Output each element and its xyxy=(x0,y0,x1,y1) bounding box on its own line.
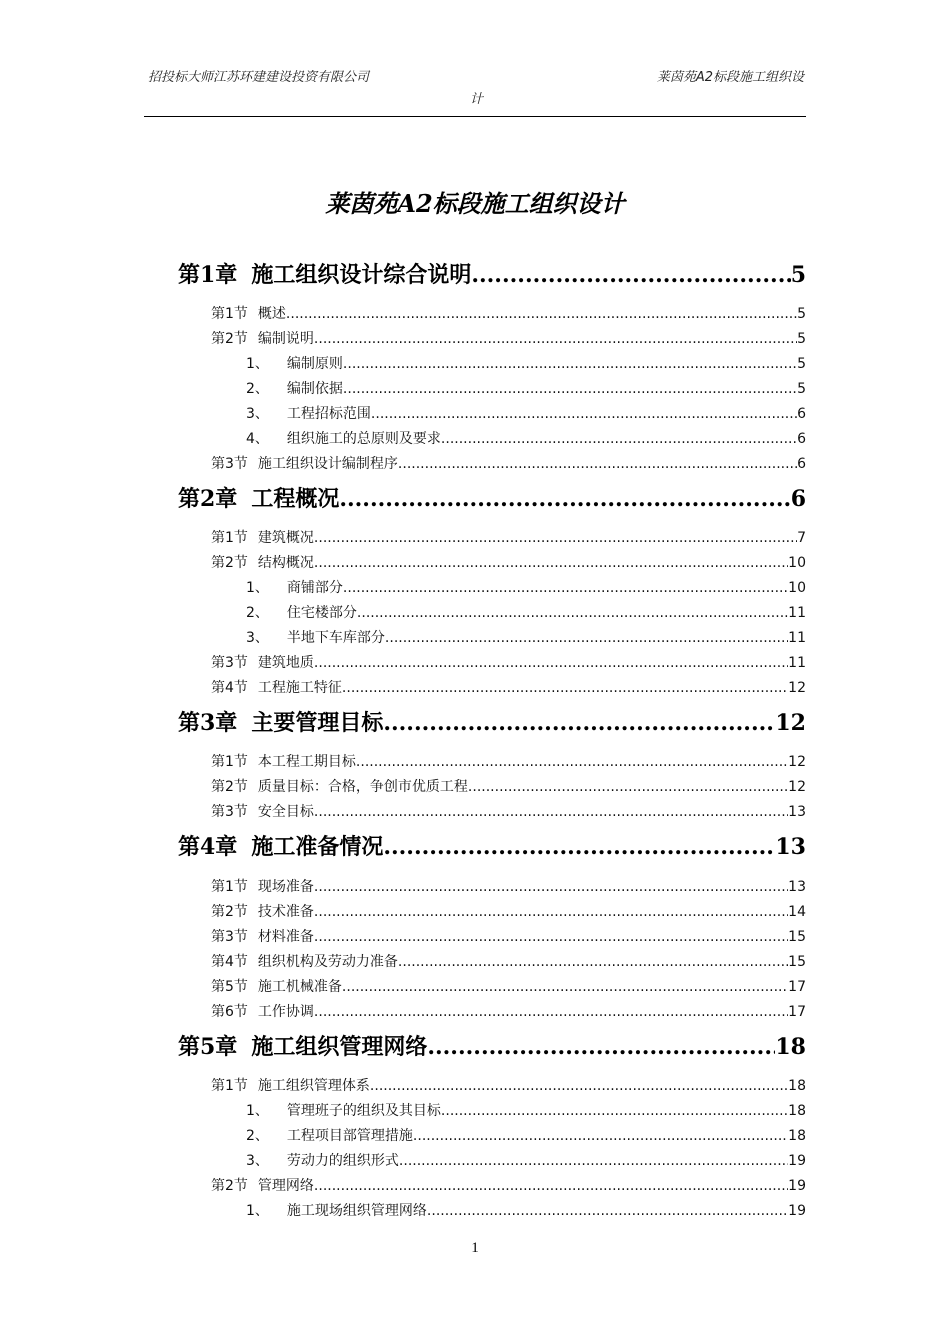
toc-entry-label: 工程概况 xyxy=(251,486,340,512)
header-rule xyxy=(144,116,806,117)
toc-entry-page-number: 19 xyxy=(788,1153,806,1169)
toc-entry-label: 建筑概况 xyxy=(257,530,314,546)
toc-entry-number: 第1节 xyxy=(211,879,248,895)
toc-entry-label: 住宅楼部分 xyxy=(286,605,357,621)
toc-section-entry[interactable] xyxy=(211,751,806,771)
toc-dot-leader xyxy=(314,879,788,895)
toc-sub-entry[interactable] xyxy=(246,1100,806,1120)
toc-entry-number: 第2章 xyxy=(178,486,238,512)
toc-sub-entry[interactable] xyxy=(246,602,806,622)
toc-entry-page-number: 15 xyxy=(788,954,806,970)
toc-dot-leader xyxy=(342,680,788,696)
toc-dot-leader xyxy=(371,406,797,422)
toc-dot-leader xyxy=(286,306,797,322)
toc-section-entry[interactable] xyxy=(211,552,806,572)
toc-entry-number: 第1节 xyxy=(211,530,248,546)
toc-entry-page-number: 13 xyxy=(775,834,806,860)
toc-dot-leader xyxy=(441,431,797,447)
page-header-right-wrap: 计 xyxy=(470,92,484,107)
toc-entry-number: 第6节 xyxy=(211,1004,248,1020)
toc-entry-number: 4、 xyxy=(246,431,269,447)
toc-entry-page-number: 11 xyxy=(788,630,806,646)
toc-entry-label: 主要管理目标 xyxy=(251,710,384,736)
toc-section-entry[interactable] xyxy=(211,677,806,697)
toc-entry-label: 工程项目部管理措施 xyxy=(286,1128,413,1144)
toc-entry-label: 工程招标范围 xyxy=(286,406,371,422)
toc-entry-page-number: 6 xyxy=(797,456,806,472)
toc-entry-number: 1、 xyxy=(246,1203,269,1219)
toc-entry-page-number: 19 xyxy=(788,1178,806,1194)
toc-dot-leader xyxy=(342,979,788,995)
toc-entry-page-number: 19 xyxy=(788,1203,806,1219)
toc-entry-label: 组织机构及劳动力准备 xyxy=(257,954,398,970)
toc-dot-leader xyxy=(427,1203,788,1219)
toc-entry-page-number: 13 xyxy=(788,879,806,895)
toc-section-entry[interactable] xyxy=(211,951,806,971)
toc-entry-number: 第2节 xyxy=(211,331,248,347)
toc-entry-label: 施工组织设计编制程序 xyxy=(257,456,398,472)
toc-dot-leader xyxy=(314,655,788,671)
toc-dot-leader xyxy=(383,834,775,860)
toc-entry-page-number: 12 xyxy=(788,779,806,795)
toc-entry-label: 编制说明 xyxy=(257,331,314,347)
toc-dot-leader xyxy=(413,1128,788,1144)
toc-section-entry[interactable] xyxy=(211,801,806,821)
toc-dot-leader xyxy=(314,1004,788,1020)
page-header-right: 莱茵苑A2标段施工组织设 xyxy=(656,70,804,85)
toc-sub-entry[interactable] xyxy=(246,378,806,398)
toc-dot-leader xyxy=(314,1178,788,1194)
toc-entry-label: 组织施工的总原则及要求 xyxy=(286,431,441,447)
toc-entry-label: 概述 xyxy=(257,306,286,322)
toc-entry-label: 建筑地质 xyxy=(257,655,314,671)
toc-entry-label: 施工组织设计综合说明 xyxy=(251,262,472,288)
toc-entry-page-number: 5 xyxy=(797,331,806,347)
toc-entry-page-number: 18 xyxy=(788,1128,806,1144)
toc-dot-leader xyxy=(385,630,788,646)
toc-section-entry[interactable] xyxy=(211,1001,806,1021)
toc-section-entry[interactable] xyxy=(211,926,806,946)
toc-sub-entry[interactable] xyxy=(246,353,806,373)
toc-entry-number: 1、 xyxy=(246,356,269,372)
toc-entry-page-number: 14 xyxy=(788,904,806,920)
toc-entry-number: 第1节 xyxy=(211,754,248,770)
toc-dot-leader xyxy=(370,1078,788,1094)
toc-section-entry[interactable] xyxy=(211,1175,806,1195)
toc-entry-label: 编制依据 xyxy=(286,381,343,397)
toc-dot-leader xyxy=(343,356,797,372)
toc-sub-entry[interactable] xyxy=(246,1150,806,1170)
toc-dot-leader xyxy=(398,456,797,472)
toc-entry-number: 第1节 xyxy=(211,306,248,322)
toc-section-entry[interactable] xyxy=(211,328,806,348)
toc-entry-label: 工程施工特征 xyxy=(257,680,342,696)
toc-entry-page-number: 6 xyxy=(797,431,806,447)
toc-entry-label: 劳动力的组织形式 xyxy=(286,1153,399,1169)
toc-entry-label: 施工组织管理网络 xyxy=(251,1034,428,1060)
toc-entry-number: 1、 xyxy=(246,580,269,596)
toc-entry-page-number: 17 xyxy=(788,1004,806,1020)
toc-entry-number: 第2节 xyxy=(211,555,248,571)
toc-chapter-entry[interactable] xyxy=(178,830,806,862)
toc-dot-leader xyxy=(357,605,788,621)
toc-chapter-entry[interactable] xyxy=(178,1030,806,1062)
toc-dot-leader xyxy=(468,779,788,795)
toc-entry-number: 1、 xyxy=(246,1103,269,1119)
toc-entry-page-number: 12 xyxy=(788,680,806,696)
toc-entry-number: 第3节 xyxy=(211,655,248,671)
toc-section-entry[interactable] xyxy=(211,976,806,996)
toc-entry-number: 第5节 xyxy=(211,979,248,995)
toc-entry-label: 技术准备 xyxy=(257,904,314,920)
toc-dot-leader xyxy=(356,754,788,770)
toc-dot-leader xyxy=(383,710,775,736)
toc-entry-number: 第1节 xyxy=(211,1078,248,1094)
footer-page-number: 1 xyxy=(471,1240,479,1256)
toc-dot-leader xyxy=(399,1153,788,1169)
toc-section-entry[interactable] xyxy=(211,1075,806,1095)
toc-entry-label: 结构概况 xyxy=(257,555,314,571)
toc-entry-label: 编制原则 xyxy=(286,356,343,372)
toc-section-entry[interactable] xyxy=(211,901,806,921)
toc-entry-number: 第3节 xyxy=(211,456,248,472)
toc-entry-page-number: 13 xyxy=(788,804,806,820)
toc-entry-label: 质量目标：合格，争创市优质工程 xyxy=(257,779,468,795)
document-title: 莱茵苑A2标段施工组织设计 xyxy=(325,189,625,218)
toc-entry-number: 3、 xyxy=(246,406,269,422)
toc-entry-page-number: 11 xyxy=(788,655,806,671)
toc-entry-number: 第3节 xyxy=(211,804,248,820)
toc-chapter-entry[interactable] xyxy=(178,482,806,514)
toc-entry-page-number: 6 xyxy=(797,406,806,422)
toc-entry-page-number: 18 xyxy=(788,1103,806,1119)
toc-entry-label: 管理网络 xyxy=(257,1178,314,1194)
toc-dot-leader xyxy=(314,929,788,945)
toc-entry-page-number: 5 xyxy=(797,306,806,322)
toc-sub-entry[interactable] xyxy=(246,403,806,423)
toc-entry-label: 本工程工期目标 xyxy=(257,754,356,770)
toc-section-entry[interactable] xyxy=(211,652,806,672)
toc-dot-leader xyxy=(441,1103,788,1119)
toc-entry-page-number: 18 xyxy=(775,1034,806,1060)
toc-entry-number: 第4节 xyxy=(211,680,248,696)
toc-chapter-entry[interactable] xyxy=(178,706,806,738)
toc-dot-leader xyxy=(343,580,788,596)
toc-chapter-entry[interactable] xyxy=(178,258,806,290)
toc-sub-entry[interactable] xyxy=(246,428,806,448)
toc-entry-page-number: 12 xyxy=(788,754,806,770)
toc-dot-leader xyxy=(314,804,788,820)
toc-dot-leader xyxy=(343,381,797,397)
toc-entry-label: 施工组织管理体系 xyxy=(257,1078,370,1094)
toc-entry-number: 3、 xyxy=(246,630,269,646)
toc-entry-number: 2、 xyxy=(246,1128,269,1144)
toc-section-entry[interactable] xyxy=(211,876,806,896)
toc-entry-page-number: 18 xyxy=(788,1078,806,1094)
toc-entry-label: 施工机械准备 xyxy=(257,979,342,995)
toc-entry-number: 2、 xyxy=(246,381,269,397)
toc-entry-page-number: 10 xyxy=(788,555,806,571)
toc-sub-entry[interactable] xyxy=(246,1200,806,1220)
toc-entry-label: 半地下车库部分 xyxy=(286,630,385,646)
toc-sub-entry[interactable] xyxy=(246,627,806,647)
toc-dot-leader xyxy=(314,530,797,546)
toc-entry-number: 第4章 xyxy=(178,834,238,860)
toc-entry-number: 第2节 xyxy=(211,779,248,795)
toc-entry-number: 第2节 xyxy=(211,1178,248,1194)
toc-dot-leader xyxy=(471,262,790,288)
toc-entry-label: 安全目标 xyxy=(257,804,314,820)
toc-entry-number: 第2节 xyxy=(211,904,248,920)
toc-entry-page-number: 12 xyxy=(775,710,806,736)
page-header-left: 招投标大师江苏环建建设投资有限公司 xyxy=(148,70,370,85)
toc-entry-label: 现场准备 xyxy=(257,879,314,895)
toc-entry-label: 施工准备情况 xyxy=(251,834,384,860)
toc-entry-number: 第1章 xyxy=(178,262,238,288)
toc-section-entry[interactable] xyxy=(211,453,806,473)
toc-entry-page-number: 5 xyxy=(797,356,806,372)
toc-entry-number: 第5章 xyxy=(178,1034,238,1060)
toc-dot-leader xyxy=(427,1034,775,1060)
toc-entry-number: 第4节 xyxy=(211,954,248,970)
toc-section-entry[interactable] xyxy=(211,776,806,796)
toc-entry-number: 第3章 xyxy=(178,710,238,736)
toc-entry-page-number: 5 xyxy=(790,262,806,288)
toc-entry-number: 第3节 xyxy=(211,929,248,945)
toc-dot-leader xyxy=(314,555,788,571)
toc-entry-number: 2、 xyxy=(246,605,269,621)
toc-entry-page-number: 17 xyxy=(788,979,806,995)
toc-entry-page-number: 11 xyxy=(788,605,806,621)
toc-entry-number: 3、 xyxy=(246,1153,269,1169)
toc-dot-leader xyxy=(339,486,790,512)
toc-section-entry[interactable] xyxy=(211,303,806,323)
toc-entry-label: 商铺部分 xyxy=(286,580,343,596)
toc-entry-page-number: 6 xyxy=(790,486,806,512)
toc-dot-leader xyxy=(314,331,797,347)
toc-entry-page-number: 7 xyxy=(797,530,806,546)
toc-entry-label: 工作协调 xyxy=(257,1004,314,1020)
toc-entry-page-number: 10 xyxy=(788,580,806,596)
toc-entry-page-number: 15 xyxy=(788,929,806,945)
toc-dot-leader xyxy=(314,904,788,920)
toc-section-entry[interactable] xyxy=(211,527,806,547)
toc-entry-label: 管理班子的组织及其目标 xyxy=(286,1103,441,1119)
toc-entry-label: 施工现场组织管理网络 xyxy=(286,1203,427,1219)
toc-sub-entry[interactable] xyxy=(246,1125,806,1145)
toc-entry-label: 材料准备 xyxy=(257,929,314,945)
toc-dot-leader xyxy=(398,954,788,970)
toc-sub-entry[interactable] xyxy=(246,577,806,597)
toc-entry-page-number: 5 xyxy=(797,381,806,397)
